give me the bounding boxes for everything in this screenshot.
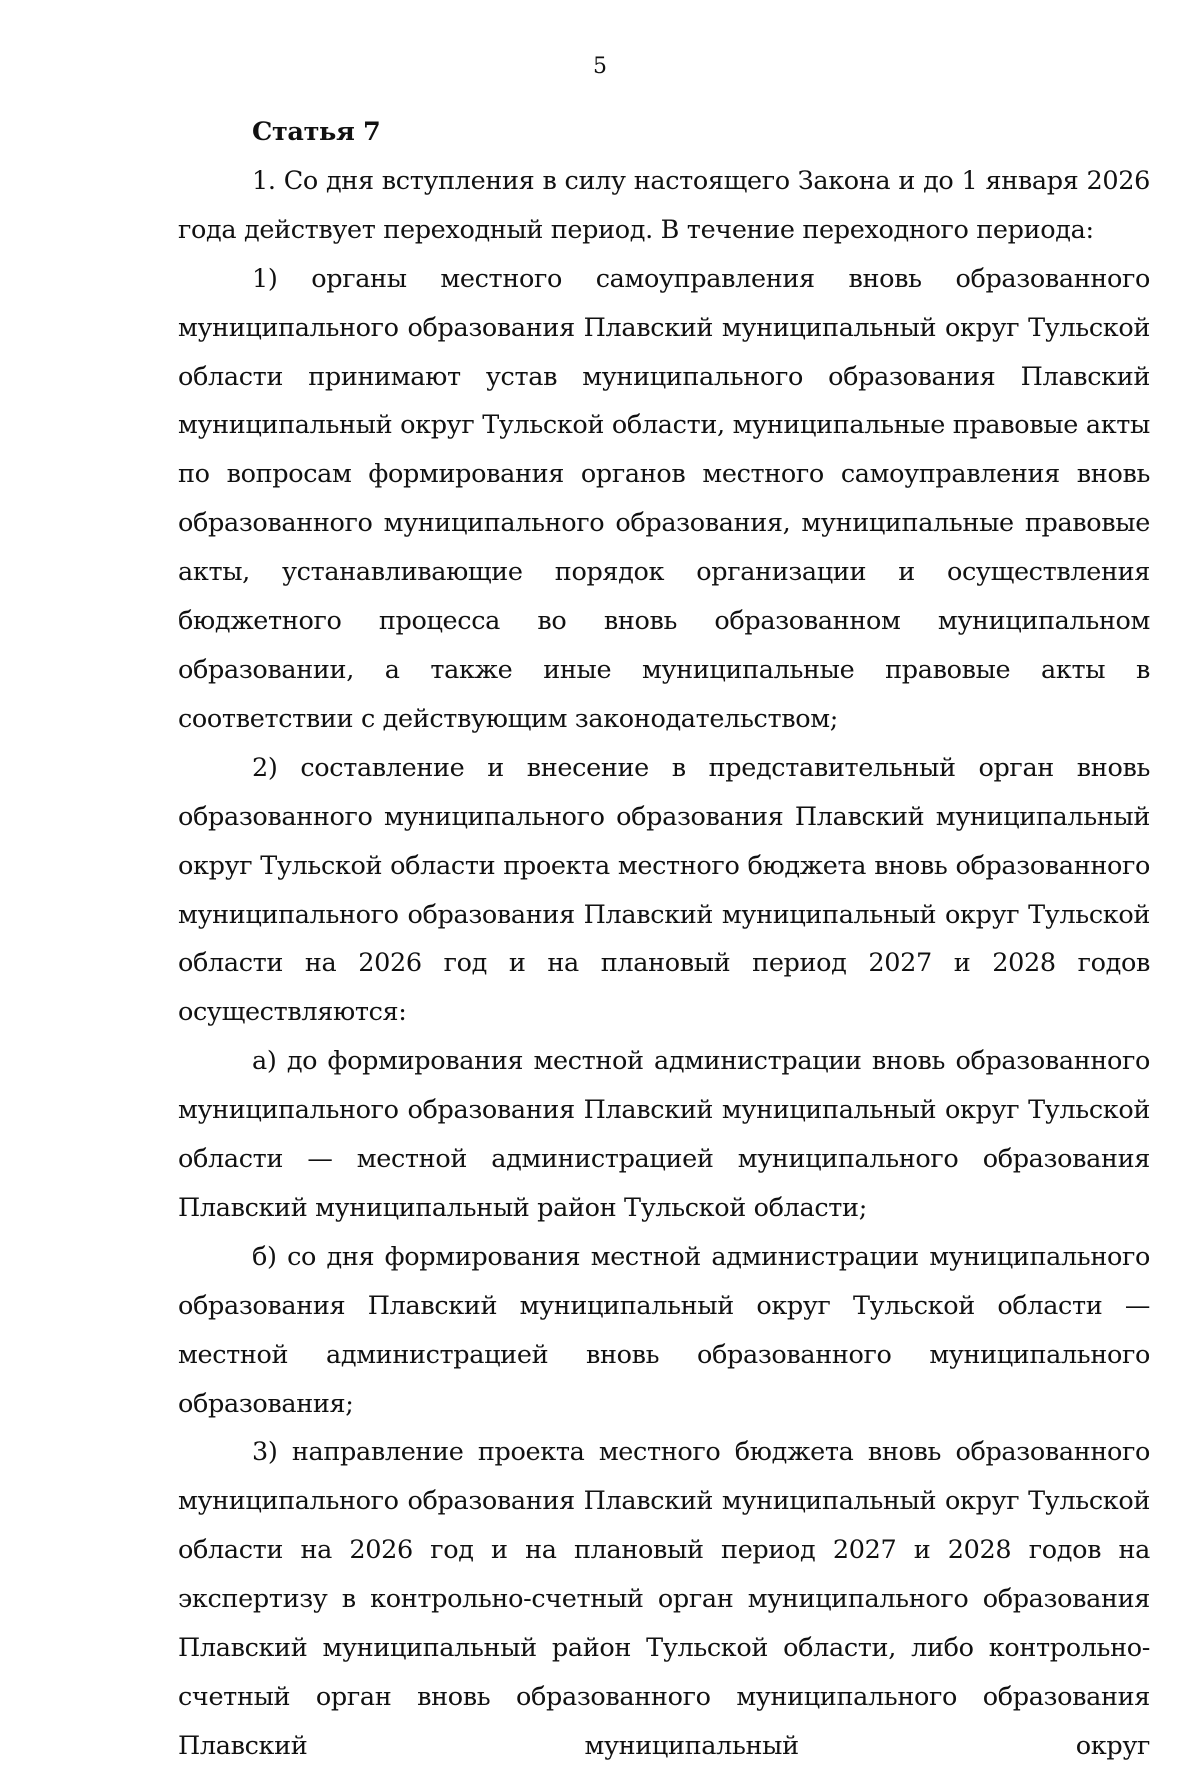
paragraph-item-3: 3) направление проекта местного бюджета вновь образованного муниципального образования Плавский муниципальный округ Тульской области на 2026 год и на плановый период 2027 и 2028 годов на экспертизу в контрольно-счетный орган муниципального образования Плавский муниципальный район Тульской области, либо контрольно-счетный орган вновь образованного муниципального образования Плавский муниципальный округ	[178, 1437, 1150, 1761]
article-heading: Статья 7	[252, 117, 381, 147]
paragraph-item-2: 2) составление и внесение в представительный орган вновь образованного муниципального образования Плавский муниципальный округ Тульской области проекта местного бюджета вновь образованного муниципального образования Плавский муниципальный округ Тульской области на 2026 год и на плановый период 2027 и 2028 годов осуществляются:	[178, 752, 1150, 1028]
paragraph-subitem-a: а) до формирования местной администрации вновь образованного муниципального образования Плавский муниципальный округ Тульской области — местной администрацией муниципального образования Плавский муниципальный район Тульской области;	[178, 1046, 1150, 1223]
paragraph-item-1: 1) органы местного самоуправления вновь образованного муниципального образования Плавский муниципальный округ Тульской области принимают устав муниципального образования Плавский муниципальный округ Тульской области, муниципальные правовые акты по вопросам формирования органов местного самоуправления вновь образованного муниципального образования, муниципальные правовые акты, устанавливающие порядок организации и осуществления бюджетного процесса во вновь образованном муниципальном образовании, а также иные муниципальные правовые акты в соответствии с действующим законодательством;	[178, 263, 1150, 734]
paragraph-subitem-b: б) со дня формирования местной администрации муниципального образования Плавский муниципальный округ Тульской области — местной администрацией вновь образованного муниципального образования;	[178, 1241, 1150, 1419]
document-body	[178, 108, 1150, 1771]
paragraph-transition-period: 1. Со дня вступления в силу настоящего Закона и до 1 января 2026 года действует переходный период. В течение переходного периода:	[178, 165, 1150, 245]
page-number: 5	[593, 54, 607, 79]
